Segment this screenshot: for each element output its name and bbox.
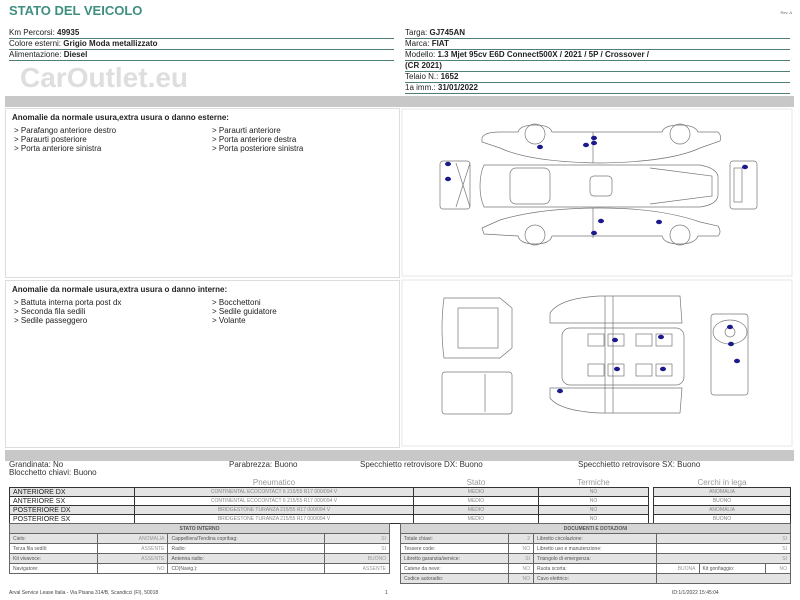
car-side-view-bottom (482, 208, 720, 245)
damage-marker (598, 219, 604, 223)
status-value: SI (656, 534, 790, 544)
status-value: ANOMALIA (98, 534, 168, 544)
car-front-view (440, 161, 470, 209)
vehicle-info-right (405, 28, 790, 94)
tire-termiche: NO (539, 497, 649, 506)
status-label: Triangolo di emergenza: (534, 554, 657, 564)
tire-termiche: NO (539, 506, 649, 515)
damage-item: > Paraurti anteriore (212, 126, 281, 135)
rim-row (654, 506, 791, 515)
tire-position: ANTERIORE SX (10, 497, 135, 506)
damage-marker (742, 165, 748, 169)
status-label: Libretto garanzia/service: (401, 554, 509, 564)
exterior-title: Anomalie da normale usura,extra usura o danno esterne: (12, 113, 229, 122)
info-value: FIAT (431, 39, 449, 48)
tires-table (9, 478, 649, 524)
rim-status: ANOMALIA (654, 488, 791, 497)
status-label: Navigatore: (10, 564, 98, 574)
status-row (401, 564, 791, 574)
info-line (405, 61, 790, 72)
status-label: Tessere code: (401, 544, 509, 554)
status-value: NO (766, 564, 791, 574)
tire-position: ANTERIORE DX (10, 488, 135, 497)
stato-interno-table (9, 523, 390, 574)
exterior-damage-list (14, 126, 399, 153)
damage-marker (612, 338, 618, 342)
status-value: SI (656, 544, 790, 554)
tire-model: CONTINENTAL ECOCONTACT 6 215/55 R17 000/094 V (135, 497, 414, 506)
page-title: STATO DEL VEICOLO (9, 3, 143, 18)
damage-marker (445, 177, 451, 181)
status-value: ASSENTE (325, 564, 390, 574)
document-code: ID:1/1/2022 15:45:04 (672, 590, 719, 596)
tire-stato: MEDIO (414, 506, 539, 515)
car-top-view (480, 165, 718, 207)
vehicle-damage-diagram (400, 108, 795, 448)
damage-marker (727, 325, 733, 329)
status-label: Radio: (168, 544, 325, 554)
info-label: Marca: (405, 39, 430, 48)
status-value (656, 574, 790, 584)
damage-item: > Sedile passeggero (14, 316, 88, 325)
info-value: (CR 2021) (405, 61, 442, 70)
status-label: Ruota scorta: (534, 564, 657, 574)
damage-item: > Battuta interna porta post dx (14, 298, 122, 307)
damage-item: > Parafango anteriore destro (14, 126, 117, 135)
rim-status: BUONO (654, 515, 791, 524)
status-value: BUONO (325, 554, 390, 564)
info-line (405, 39, 790, 50)
col-pneumatico: Pneumatico (135, 478, 414, 488)
damage-marker (614, 367, 620, 371)
col-cerchi: Cerchi in lega (654, 478, 791, 488)
exterior-damage-panel (5, 108, 400, 278)
status-label: Catene da neve: (401, 564, 509, 574)
parabrezza-status: Parabrezza: Buono (229, 460, 298, 469)
rim-status: BUONO (654, 497, 791, 506)
info-value: 1652 (440, 72, 459, 81)
status-value: NO (98, 564, 168, 574)
status-label: Libretto uso e manutenzione: (534, 544, 657, 554)
info-label: 1a imm.: (405, 83, 436, 92)
tire-stato: MEDIO (414, 515, 539, 524)
info-line (9, 39, 394, 50)
status-value: ASSENTE (98, 554, 168, 564)
vehicle-info-left (9, 28, 394, 61)
status-label: Kit vivavoce: (10, 554, 98, 564)
damage-marker (656, 220, 662, 224)
info-label: Colore esterni: (9, 39, 62, 48)
damage-markers (445, 136, 748, 393)
rims-table (653, 478, 791, 524)
col-stato: Stato (414, 478, 539, 488)
tire-stato: MEDIO (414, 497, 539, 506)
status-row (401, 544, 791, 554)
watermark-logo: CarOutlet.eu (20, 62, 189, 93)
stato-interno-title: STATO INTERNO (10, 524, 390, 534)
info-label: Modello: (405, 50, 436, 59)
cabin-top-view (550, 296, 684, 413)
damage-marker (591, 231, 597, 235)
tire-model: CONTINENTAL ECOCONTACT 6 215/55 R17 000/094 V (135, 488, 414, 497)
info-label: Alimentazione: (9, 50, 62, 59)
status-row (401, 554, 791, 564)
damage-item: > Sedile guidatore (212, 307, 277, 316)
info-value: 1.3 Mjet 95cv E6D Connect500X / 2021 / 5P / Crossover / (437, 50, 649, 59)
info-value: GJ745AN (429, 28, 466, 37)
rim-row (654, 497, 791, 506)
status-row (10, 554, 390, 564)
info-value: Diesel (63, 50, 88, 59)
damage-item: > Porta anteriore sinistra (14, 144, 102, 153)
tire-position: POSTERIORE DX (10, 506, 135, 515)
grandinata-status: Grandinata: No (9, 460, 64, 469)
damage-marker (537, 145, 543, 149)
status-label: Kit gonfiaggio: (699, 564, 766, 574)
status-value: SI (325, 544, 390, 554)
page-number: 1 (385, 590, 388, 596)
info-label: Telaio N.: (405, 72, 439, 81)
status-row (401, 534, 791, 544)
info-line (405, 28, 790, 39)
status-value: ASSENTE (98, 544, 168, 554)
damage-marker (734, 359, 740, 363)
tire-position: POSTERIORE SX (10, 515, 135, 524)
status-row (10, 534, 390, 544)
status-value: SI (325, 534, 390, 544)
info-label: Km Percorsi: (9, 28, 55, 37)
interior-title: Anomalie da normale usura,extra usura o danno interne: (12, 285, 228, 294)
status-label: CD(Navig.): (168, 564, 325, 574)
status-label: Antenna radio: (168, 554, 325, 564)
status-row (10, 544, 390, 554)
status-value: NO (509, 574, 534, 584)
section-divider (5, 96, 794, 107)
rim-row (654, 488, 791, 497)
damage-item: > Bocchettoni (212, 298, 261, 307)
info-label: Targa: (405, 28, 428, 37)
damage-marker (557, 389, 563, 393)
col-termiche: Termiche (539, 478, 649, 488)
dashboard-view (442, 298, 512, 358)
info-value: Grigio Moda metallizzato (63, 39, 158, 48)
status-row (10, 564, 390, 574)
damage-marker (658, 335, 664, 339)
revision-label: Rev. A (780, 10, 792, 15)
status-value: NO (509, 564, 534, 574)
specchietto-dx-status: Specchietto retrovisore DX: Buono (360, 460, 483, 469)
documenti-table (400, 523, 791, 584)
info-value: 31/01/2022 (437, 83, 478, 92)
specchietto-sx-status: Specchietto retrovisore SX: Buono (578, 460, 701, 469)
status-value: SI (509, 554, 534, 564)
damage-item: > Seconda fila sedili (14, 307, 86, 316)
damage-item: > Paraurti posteriore (14, 135, 87, 144)
interior-damage-panel (5, 280, 400, 448)
tire-stato: MEDIO (414, 488, 539, 497)
interior-damage-list (14, 298, 399, 325)
status-row (401, 574, 791, 584)
damage-item: > Porta posteriore sinistra (212, 144, 304, 153)
status-label: Codice autoradio: (401, 574, 509, 584)
blocchetto-chiavi-status: Blocchetto chiavi: Buono (9, 468, 97, 477)
tire-termiche: NO (539, 515, 649, 524)
damage-marker (583, 143, 589, 147)
damage-item: > Volante (212, 316, 246, 325)
info-line (405, 72, 790, 83)
tire-row (10, 506, 649, 515)
status-value: 2 (509, 534, 534, 544)
info-line (9, 28, 394, 39)
tire-model: BRIDGESTONE TURANZA 215/55 R17 000/094 V (135, 515, 414, 524)
footer-address: Arval Service Lease Italia - Via Pisana 314/B, Scandicci (FI), 50018 (9, 590, 159, 596)
damage-marker (591, 141, 597, 145)
tire-row (10, 488, 649, 497)
damage-marker (660, 367, 666, 371)
tire-model: BRIDGESTONE TURANZA 215/55 R17 000/094 V (135, 506, 414, 515)
tire-termiche: NO (539, 488, 649, 497)
tire-row (10, 497, 649, 506)
rim-status: ANOMALIA (654, 506, 791, 515)
status-label: Cielo: (10, 534, 98, 544)
damage-item: > Porta anteriore destra (212, 135, 297, 144)
damage-marker (445, 162, 451, 166)
info-value: 49935 (57, 28, 80, 37)
status-label: Libretto circolazione: (534, 534, 657, 544)
trunk-view (442, 372, 512, 414)
car-side-view-top (482, 124, 721, 163)
damage-marker (591, 136, 597, 140)
status-label: Terza fila sedili: (10, 544, 98, 554)
status-label: Cappelliera/Tendina copribag: (168, 534, 325, 544)
status-label: Totale chiavi: (401, 534, 509, 544)
info-line (405, 83, 790, 94)
documenti-title: DOCUMENTI E DOTAZIONI (401, 524, 791, 534)
damage-marker (728, 342, 734, 346)
info-line (405, 50, 790, 61)
status-value: SI (656, 554, 790, 564)
status-label: Cavo elettrico: (534, 574, 657, 584)
status-value: NO (509, 544, 534, 554)
info-line (9, 50, 394, 61)
status-value: BUONA (656, 564, 699, 574)
